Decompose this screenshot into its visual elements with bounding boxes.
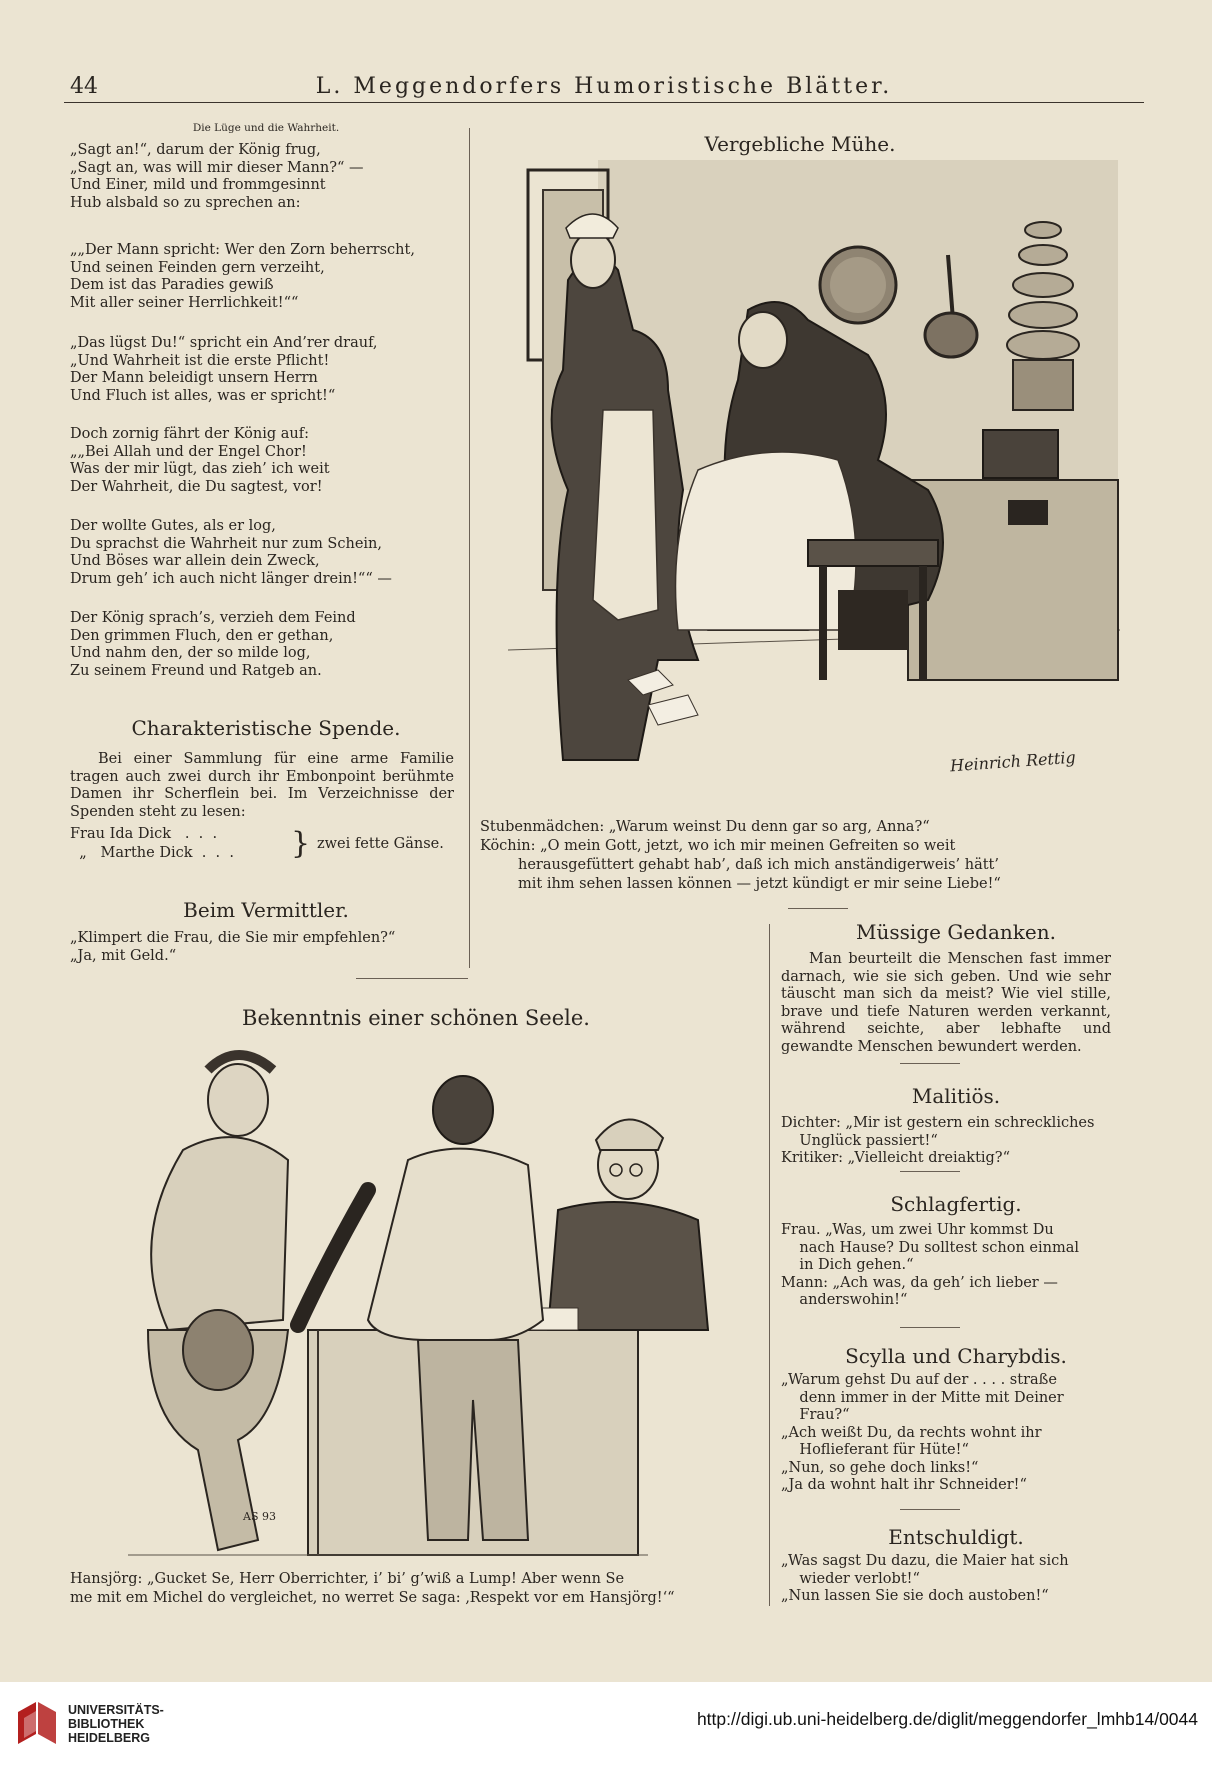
article-heading: Entschuldigt.: [888, 1525, 1024, 1549]
column-rule-right: [769, 924, 770, 1606]
article-heading: Bekenntnis einer schönen Seele.: [242, 1006, 590, 1030]
article-heading: Müssige Gedanken.: [856, 920, 1056, 944]
periodical-title: L. Meggendorfers Humoristische Blätter.: [315, 74, 893, 99]
poem-stanza: Der wollte Gutes, als er log, Du sprachst die Wahrheit nur zum Schein, Und Böses war allein dein Zweck, Drum geh’ ich auch nicht länger drein!““ —: [70, 518, 392, 587]
page-header: [64, 74, 1144, 103]
source-url-link[interactable]: http://digi.ub.uni-heidelberg.de/diglit/meggendorfer_lmhb14/0044: [696, 1709, 1198, 1729]
article-text: Dichter: „Mir ist gestern ein schreckliches Unglück passiert!“ Kritiker: „Vielleicht dreiaktig?“: [781, 1115, 1095, 1166]
poem-stanza: Der König sprach’s, verzieh dem Feind Den grimmen Fluch, den er gethan, Und nahm den, der so milde log, Zu seinem Freund und Ratgeb an.: [70, 610, 356, 679]
separator-rule: [900, 1063, 960, 1064]
poem-stanza: „Sagt an!“, darum der König frug, „Sagt an, was will mir dieser Mann?“ — Und Einer, mild und frommgesinnt Hub alsbald so zu sprechen an:: [70, 142, 364, 211]
article-heading: Scylla und Charybdis.: [845, 1344, 1067, 1368]
artist-monogram: AS 93: [243, 1510, 276, 1523]
article-text: Bei einer Sammlung für eine arme Familie tragen auch zwei durch ihr Embonpoint berühmte Damen ihr Scherflein bei. Im Verzeichnisse der Spenden steht zu lesen:: [70, 751, 454, 820]
gift-text: zwei fette Gänse.: [317, 836, 444, 852]
separator-rule: [900, 1327, 960, 1328]
page-number: 44: [70, 74, 98, 99]
library-name-line: UNIVERSITÄTS-: [68, 1703, 164, 1717]
separator-rule: [788, 908, 848, 909]
caption-line: Köchin: „O mein Gott, jetzt, wo ich mir meinen Gefreiten so weit: [480, 838, 956, 854]
library-name[interactable]: [68, 1703, 164, 1745]
court-illustration: [88, 1040, 728, 1560]
article-text: „Was sagst Du dazu, die Maier hat sich wieder verlobt!“ „Nun lassen Sie sie doch austoben!“: [781, 1553, 1069, 1604]
donor-line: „ Marthe Dick . . .: [70, 845, 234, 861]
footer-bar: [0, 1682, 1212, 1775]
article-text: „Warum gehst Du auf der . . . . straße denn immer in der Mitte mit Deiner Frau?“ „Ach weißt Du, da rechts wohnt ihr Hoflieferant für Hüte!“ „Nun, so gehe doch links!“ „Ja da wohnt halt ihr Schneider!“: [781, 1372, 1064, 1493]
article-heading: Schlagfertig.: [890, 1192, 1022, 1216]
poem-stanza: „„Der Mann spricht: Wer den Zorn beherrscht, Und seinen Feinden gern verzeiht, Dem ist das Paradies gewiß Mit aller seiner Herrlichkeit!““: [70, 242, 415, 311]
article-text: „Klimpert die Frau, die Sie mir empfehlen?“ „Ja, mit Geld.“: [70, 930, 396, 964]
separator-rule: [356, 978, 468, 979]
library-logo-icon[interactable]: [14, 1698, 60, 1748]
caption-line: Stubenmädchen: „Warum weinst Du denn gar so arg, Anna?“: [480, 819, 930, 835]
article-heading: Vergebliche Mühe.: [704, 132, 896, 156]
poem-stanza: „Das lügst Du!“ spricht ein And’rer drauf, „Und Wahrheit ist die erste Pflicht! Der Mann beleidigt unsern Herrn Und Fluch ist alles, was er spricht!“: [70, 335, 378, 404]
separator-rule: [900, 1509, 960, 1510]
column-rule-left: [469, 128, 470, 968]
poem-heading: Die Lüge und die Wahrheit.: [192, 122, 340, 134]
library-name-line: HEIDELBERG: [68, 1731, 150, 1745]
poem-stanza: Doch zornig fährt der König auf: „„Bei Allah und der Engel Chor! Was der mir lügt, das zieh’ ich weit Der Wahrheit, die Du sagtest, vor!: [70, 426, 330, 495]
article-heading: Beim Vermittler.: [183, 898, 349, 922]
library-name-line: BIBLIOTHEK: [68, 1717, 145, 1731]
article-heading: Malitiös.: [911, 1084, 1001, 1108]
kitchen-illustration: [508, 160, 1120, 810]
article-text: Frau. „Was, um zwei Uhr kommst Du nach Hause? Du solltest schon einmal in Dich gehen.“ Mann: „Ach was, da geh’ ich lieber — anderswohin!“: [781, 1222, 1079, 1308]
donor-line: Frau Ida Dick . . .: [70, 826, 218, 842]
artist-signature: Heinrich Rettig: [949, 747, 1077, 776]
brace: }: [291, 826, 311, 861]
caption-line: herausgefüttert gehabt hab’, daß ich mich anständigerweis’ hätt’: [518, 857, 999, 873]
caption-line: mit ihm sehen lassen können — jetzt kündigt er mir seine Liebe!“: [518, 876, 1001, 892]
article-text: Man beurteilt die Menschen fast immer darnach, wie sie sich geben. Und wie sehr täuscht man sich da meist? Wie viel stille, brave und tiefe Naturen werden verkannt, während seichte, aber lebhafte und gewandte Menschen bewundert werden.: [781, 951, 1111, 1055]
separator-rule: [900, 1171, 960, 1172]
caption-line: me mit em Michel do vergleichet, no werret Se saga: ‚Respekt vor em Hansjörg!‘“: [70, 1590, 675, 1606]
article-heading: Charakteristische Spende.: [131, 716, 401, 740]
caption-line: Hansjörg: „Gucket Se, Herr Oberrichter, i’ bi’ g’wiß a Lump! Aber wenn Se: [70, 1571, 625, 1587]
